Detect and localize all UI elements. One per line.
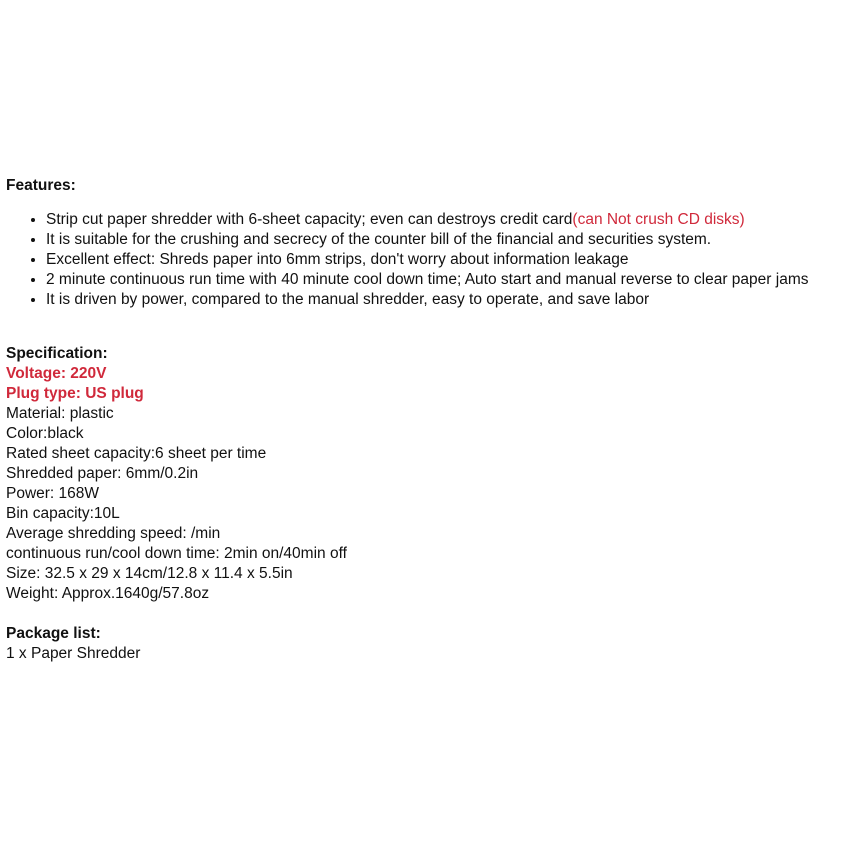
spec-size: Size: 32.5 x 29 x 14cm/12.8 x 11.4 x 5.5in <box>6 565 293 582</box>
features-list <box>6 210 840 310</box>
feature-text: 2 minute continuous run time with 40 minute cool down time; Auto start and manual reverse to clear paper jams <box>46 271 809 288</box>
feature-item <box>46 270 840 290</box>
package-item: 1 x Paper Shredder <box>6 645 141 662</box>
package-heading: Package list: <box>6 625 101 642</box>
feature-item <box>46 210 840 230</box>
spec-run-cool-time: continuous run/cool down time: 2min on/40min off <box>6 545 347 562</box>
feature-item <box>46 290 840 310</box>
specification-heading: Specification: <box>6 345 108 362</box>
spec-material: Material: plastic <box>6 405 114 422</box>
feature-text: It is suitable for the crushing and secrecy of the counter bill of the financial and securities system. <box>46 231 712 248</box>
specification-section <box>6 344 840 604</box>
feature-text: Excellent effect: Shreds paper into 6mm strips, don't worry about information leakage <box>46 251 629 268</box>
spec-weight: Weight: Approx.1640g/57.8oz <box>6 585 210 602</box>
spec-shredded-paper: Shredded paper: 6mm/0.2in <box>6 465 199 482</box>
spec-voltage: Voltage: 220V <box>6 365 107 382</box>
features-heading: Features: <box>6 177 76 194</box>
feature-item <box>46 250 840 270</box>
feature-warning-note: (can Not crush CD disks) <box>572 211 745 228</box>
feature-item <box>46 230 840 250</box>
product-description <box>6 176 840 664</box>
feature-text: It is driven by power, compared to the manual shredder, easy to operate, and save labor <box>46 291 650 308</box>
spec-color: Color:black <box>6 425 84 442</box>
package-section <box>6 624 840 664</box>
spec-power: Power: 168W <box>6 485 100 502</box>
spec-plug-type: Plug type: US plug <box>6 385 144 402</box>
spec-sheet-capacity: Rated sheet capacity:6 sheet per time <box>6 445 267 462</box>
spec-bin-capacity: Bin capacity:10L <box>6 505 120 522</box>
spec-shredding-speed: Average shredding speed: /min <box>6 525 221 542</box>
feature-text: Strip cut paper shredder with 6-sheet capacity; even can destroys credit card <box>46 211 573 228</box>
